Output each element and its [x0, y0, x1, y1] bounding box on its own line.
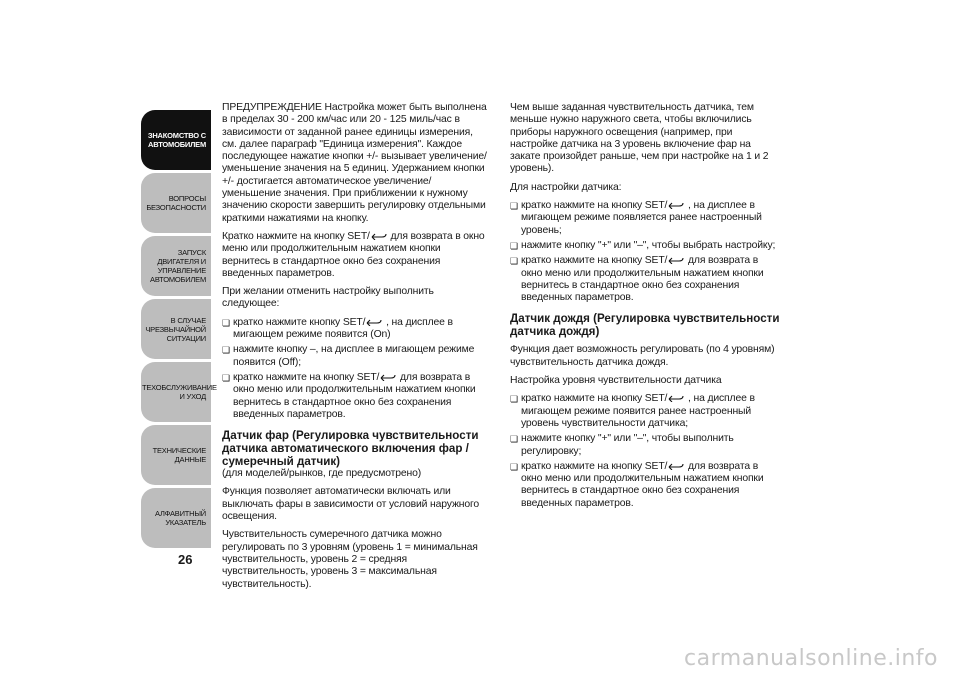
tab-label: ТЕХОБСЛУЖИВАНИЕ И УХОД — [142, 383, 217, 401]
return-arrow-icon — [668, 202, 684, 209]
tab-tehobsluzhivanie[interactable] — [141, 362, 217, 422]
tab-label: ВОПРОСЫ БЕЗОПАСНОСТИ — [146, 194, 206, 212]
text: для возврата в окно меню или продолжительным нажатием кнопки вернитесь в стандартное окно без сохранения введенных параметров. — [222, 230, 485, 279]
section-heading: Датчик дождя (Регулировка чувствительности датчика дождя) — [510, 312, 780, 339]
list-item: ❏ нажмите кнопку "+" или "–", чтобы выполнить регулировку; — [510, 433, 782, 458]
tab-label: АЛФАВИТНЫЙ УКАЗАТЕЛЬ — [155, 509, 206, 527]
list-item: ❏ нажмите кнопку "+" или "–", чтобы выбрать настройку; — [510, 240, 782, 252]
paragraph: Настройка уровня чувствительности датчика — [510, 375, 722, 387]
list-item — [222, 317, 490, 342]
tab-tehdannye[interactable] — [141, 425, 211, 485]
tab-znakomstvo[interactable] — [141, 110, 211, 170]
paragraph: Чувствительность сумеречного датчика можно регулировать по 3 уровням (уровень 1 = минимальная чувствительность, уровень 2 = средняя чувствительность, уровень 3 = максимальная чувствительность). — [222, 529, 478, 590]
paragraph: Функция дает возможность регулировать (по 4 уровням) чувствительность датчика дождя. — [510, 344, 775, 368]
list-item — [510, 393, 782, 430]
paragraph: При желании отменить настройку выполнить следующее: — [222, 286, 434, 310]
tab-label: ЗНАКОМСТВО С АВТОМОБИЛЕМ — [147, 131, 206, 149]
text: кратко нажмите на кнопку SET/ — [521, 393, 668, 405]
text: кратко нажмите кнопку SET/ — [233, 316, 366, 328]
list-item: ❏ нажмите кнопку –, на дисплее в мигающем режиме появится (Off); — [222, 344, 490, 369]
text: для возврата в окно меню или продолжительным нажатием кнопки вернитесь в стандартное окно без сохранения введенных параметров. — [521, 460, 764, 509]
text: для возврата в окно меню или продолжительным нажатием кнопки вернитесь в стандартное окно без сохранения введенных параметров. — [233, 371, 476, 420]
chapter-tabs — [141, 110, 217, 551]
paragraph: Функция позволяет автоматически включать или выключать фары в зависимости от условий наружного освещения. — [222, 486, 479, 523]
list-item — [510, 200, 782, 237]
text: , на дисплее в мигающем режиме появляется ранее настроенный уровень; — [521, 200, 762, 236]
text: кратко нажмите на кнопку SET/ — [521, 200, 668, 212]
paragraph — [222, 231, 490, 280]
text: кратко нажмите на кнопку SET/ — [521, 255, 668, 267]
text: , на дисплее в мигающем режиме появится (On) — [233, 316, 453, 341]
return-arrow-icon — [668, 463, 684, 470]
section-subheading: (для моделей/рынков, где предусмотрено) — [222, 468, 422, 480]
tab-zapusk[interactable] — [141, 236, 211, 296]
left-column — [222, 102, 490, 597]
watermark: carmanualsonline.info — [684, 646, 938, 671]
text: для возврата в окно меню или продолжительным нажатием кнопки вернитесь в стандартное окно без сохранения введенных параметров. — [521, 255, 764, 304]
paragraph: ПРЕДУПРЕЖДЕНИЕ Настройка может быть выполнена в пределах 30 - 200 км/час или 20 - 125 миль/час в зависимости от заданной ранее единицы измерения, см. далее параграф "Единица измерения". Каждое последующее нажатие кнопки +/- вызывает увеличение/уменьшение значения на 5 единиц. Удержанием кнопки +/- достигается автоматическое увеличение/уменьшение значения. При приближении к нужному значению скорости завершить регулировку отдельными краткими нажатиями на кнопку. — [222, 102, 487, 224]
section-heading: Датчик фар (Регулировка чувствительности датчика автоматического включения фар / сумеречный датчик) — [222, 429, 479, 469]
list-item — [510, 461, 782, 510]
return-arrow-icon — [668, 395, 684, 402]
return-arrow-icon — [668, 257, 684, 264]
list-item — [510, 255, 782, 304]
paragraph: Чем выше заданная чувствительность датчика, тем меньше нужно наружного света, чтобы включились приборы наружного освещения (например, при настройке датчика на 3 уровень включение фар на закате произойдет раньше, чем при настройке на 1 и 2 уровень). — [510, 102, 769, 175]
right-column — [510, 102, 782, 513]
text: Кратко нажмите на кнопку SET/ — [222, 230, 370, 242]
return-arrow-icon — [380, 374, 396, 381]
tab-bezopasnost[interactable] — [141, 173, 211, 233]
paragraph: Для настройки датчика: — [510, 181, 622, 193]
return-arrow-icon — [366, 319, 382, 326]
page-number: 26 — [178, 552, 193, 567]
return-arrow-icon — [371, 233, 387, 240]
list-item — [222, 372, 490, 421]
tab-label: ЗАПУСК ДВИГАТЕЛЯ И УПРАВЛЕНИЕ АВТОМОБИЛЕМ — [150, 248, 206, 284]
text: кратко нажмите на кнопку SET/ — [521, 460, 668, 472]
text: кратко нажмите на кнопку SET/ — [233, 371, 380, 383]
tab-ukazatel[interactable] — [141, 488, 211, 548]
tab-label: ТЕХНИЧЕСКИЕ ДАННЫЕ — [152, 446, 206, 464]
text: , на дисплее в мигающем режиме появится ранее настроенный уровень чувствительности датчика; — [521, 393, 755, 429]
tab-label: В СЛУЧАЕ ЧРЕЗВЫЧАЙНОЙ СИТУАЦИИ — [145, 315, 206, 343]
tab-chrezvychainaya[interactable] — [141, 299, 211, 359]
